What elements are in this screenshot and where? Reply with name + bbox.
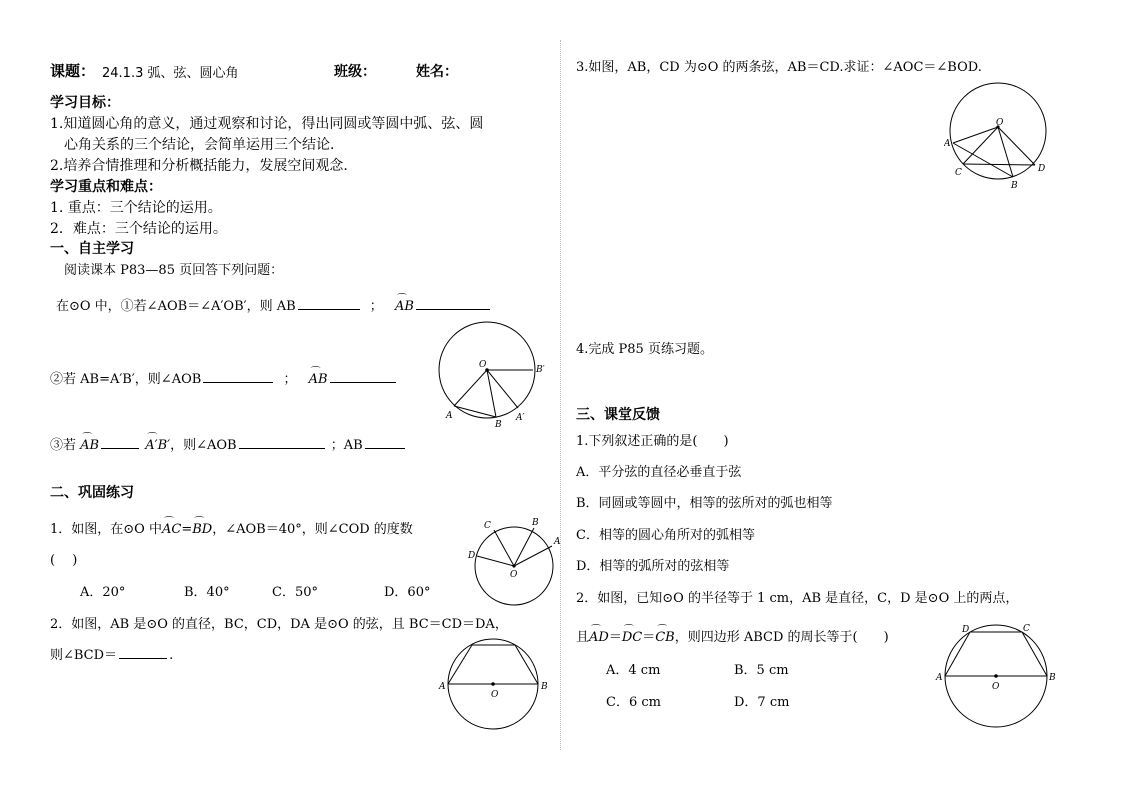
fig3-label-b: B — [541, 682, 548, 692]
feedback-option-d[interactable]: D．相等的弧所对的弦相等 — [576, 559, 730, 574]
topic-title: 24.1.3 弧、弦、圆心角 — [102, 66, 239, 81]
fig2-label-b: B — [532, 518, 539, 528]
fig1-label-b: B — [495, 420, 502, 430]
fb2-option-d[interactable]: D．7 cm — [734, 695, 790, 710]
answer-blank[interactable] — [416, 295, 490, 310]
arc-dc: ⌒ DC — [622, 630, 642, 645]
name-label: 姓名： — [416, 64, 458, 80]
option-d[interactable]: D．60° — [384, 585, 431, 600]
option-b[interactable]: B．40° — [184, 585, 230, 600]
goal-item-1-cont: 心角关系的三个结论，会简单运用三个结论. — [64, 137, 335, 153]
section3-title: 三、课堂反馈 — [576, 407, 660, 423]
ex2-text: 则∠BCD＝ — [50, 648, 118, 663]
feedback-option-b[interactable]: B．同圆或等圆中，相等的弦所对的弧也相等 — [576, 496, 833, 511]
fig4-label-o: O — [996, 118, 1004, 128]
fb2-rest: ，则四边形 ABCD 的周长等于( ) — [674, 630, 889, 645]
fig1-label-o: O — [479, 360, 487, 370]
keypoint-2: 2．难点：三个结论的运用。 — [50, 221, 227, 237]
ex1-eq: = — [181, 522, 193, 537]
ex1-rest: ，∠AOB＝40°，则∠COD 的度数 — [212, 522, 413, 537]
figure-arcs-cod — [466, 516, 562, 608]
section2-title: 二、巩固练习 — [50, 485, 134, 501]
fig3-label-a: A — [439, 682, 446, 692]
answer-blank[interactable] — [330, 368, 396, 383]
exercise-2-2: 2．如图，AB 是⊙O 的直径，BC，CD，DA 是⊙O 的弦，且 BC＝CD＝DA， — [50, 617, 508, 632]
option-a[interactable]: A．20° — [80, 585, 126, 600]
question-4: 4.完成 P85 页练习题。 — [576, 342, 713, 357]
fb2-option-c[interactable]: C．6 cm — [606, 695, 661, 710]
question-1-2 — [50, 368, 398, 387]
figure-trapezoid-1 — [436, 630, 551, 734]
q3-text: ③若 — [50, 438, 77, 453]
answer-blank[interactable] — [203, 368, 273, 383]
fig5-label-b: B — [1049, 673, 1056, 683]
fb2-option-a[interactable]: A．4 cm — [606, 663, 661, 678]
feedback-2-cont: 且⌒ AD＝⌒ DC＝⌒ CB，则四边形 ABCD 的周长等于( ) — [576, 626, 889, 645]
topic-label: 课题： — [50, 62, 96, 80]
figure-two-chords — [944, 82, 1054, 192]
fig2-label-a: A — [554, 537, 561, 547]
arc-ab: ⌒ AB — [80, 438, 99, 453]
class-label: 班级： — [334, 64, 376, 80]
goals-title: 学习目标： — [50, 95, 120, 111]
fb2-option-b[interactable]: B．5 cm — [734, 663, 789, 678]
q2-text: ②若 AB=A′B′，则∠AOB — [50, 372, 202, 387]
figure-trapezoid-2 — [930, 622, 1060, 730]
fig5-label-a: A — [936, 673, 943, 683]
keypoints-title: 学习重点和难点： — [50, 179, 162, 195]
arc-ad: ⌒ AD — [589, 630, 609, 645]
fig1-label-a-prime: A′ — [516, 413, 525, 423]
fig2-label-d: D — [468, 551, 476, 561]
fig5-label-o: O — [992, 682, 1000, 692]
fig5-label-c: C — [1023, 624, 1030, 634]
q1-sep: ； — [369, 299, 383, 314]
goal-item-1: 1.知道圆心角的意义，通过观察和讨论，得出同圆或等圆中弧、弦、圆 — [50, 116, 484, 132]
figure-central-angle — [432, 320, 557, 430]
feedback-1: 1.下列叙述正确的是( ) — [576, 434, 729, 449]
fig4-label-d: D — [1038, 164, 1046, 174]
feedback-option-c[interactable]: C．相等的圆心角所对的弧相等 — [576, 528, 755, 543]
section1-title: 一、自主学习 — [50, 241, 134, 257]
answer-blank[interactable] — [239, 434, 325, 449]
q3-mid: ，则∠AOB — [170, 438, 237, 453]
q1-text: 在⊙O 中，①若∠AOB＝∠A′OB′，则 AB — [56, 299, 296, 314]
keypoint-1: 1. 重点：三个结论的运用。 — [50, 200, 222, 216]
answer-blank[interactable] — [298, 295, 360, 310]
fig2-label-c: C — [484, 521, 491, 531]
column-divider — [560, 40, 561, 750]
arc-cb: ⌒ CB — [655, 630, 675, 645]
fig4-label-a: A — [944, 139, 951, 149]
exercise-2-1 — [50, 518, 413, 537]
fig4-label-c: C — [955, 168, 962, 178]
arc-ac: ⌒ AC — [162, 522, 181, 537]
question-1-3 — [50, 434, 407, 453]
exercise-2-1-paren: ( ) — [50, 553, 78, 568]
ex1-text: 1．如图，在⊙O 中 — [50, 522, 162, 537]
arc-bd: ⌒ BD — [192, 522, 212, 537]
arc-ab: ⌒ AB — [395, 299, 414, 314]
arc-a-prime-b-prime: ⌒ A′B′ — [145, 438, 170, 453]
answer-blank[interactable] — [101, 434, 139, 449]
fig5-label-d: D — [962, 625, 970, 635]
ex2-end: . — [169, 648, 174, 663]
fig2-label-o: O — [510, 570, 518, 580]
feedback-2: 2．如图，已知⊙O 的半径等于 1 cm，AB 是直径，C，D 是⊙O 上的两点， — [576, 591, 1019, 606]
fig3-label-o: O — [491, 690, 499, 700]
exercise-2-2-answer — [50, 644, 173, 663]
question-1-1 — [56, 295, 492, 314]
section1-intro: 阅读课本 P83—85 页回答下列问题： — [64, 263, 284, 278]
fb2-prefix: 且 — [576, 630, 590, 645]
question-3: 3.如图，AB，CD 为⊙O 的两条弦，AB＝CD.求证：∠AOC＝∠BOD. — [576, 60, 982, 75]
answer-blank[interactable] — [365, 434, 405, 449]
answer-blank[interactable] — [119, 644, 167, 659]
feedback-option-a[interactable]: A．平分弦的直径必垂直于弦 — [576, 465, 742, 480]
fig4-label-b: B — [1011, 181, 1018, 191]
q2-sep: ； — [283, 372, 297, 387]
q3-sep: ；AB — [330, 438, 363, 453]
arc-ab: ⌒ AB — [309, 372, 328, 387]
goal-item-2: 2.培养合情推理和分析概括能力，发展空间观念. — [50, 158, 348, 174]
fig1-label-a: A — [446, 411, 453, 421]
option-c[interactable]: C．50° — [272, 585, 318, 600]
fig1-label-b-prime: B′ — [536, 365, 545, 375]
